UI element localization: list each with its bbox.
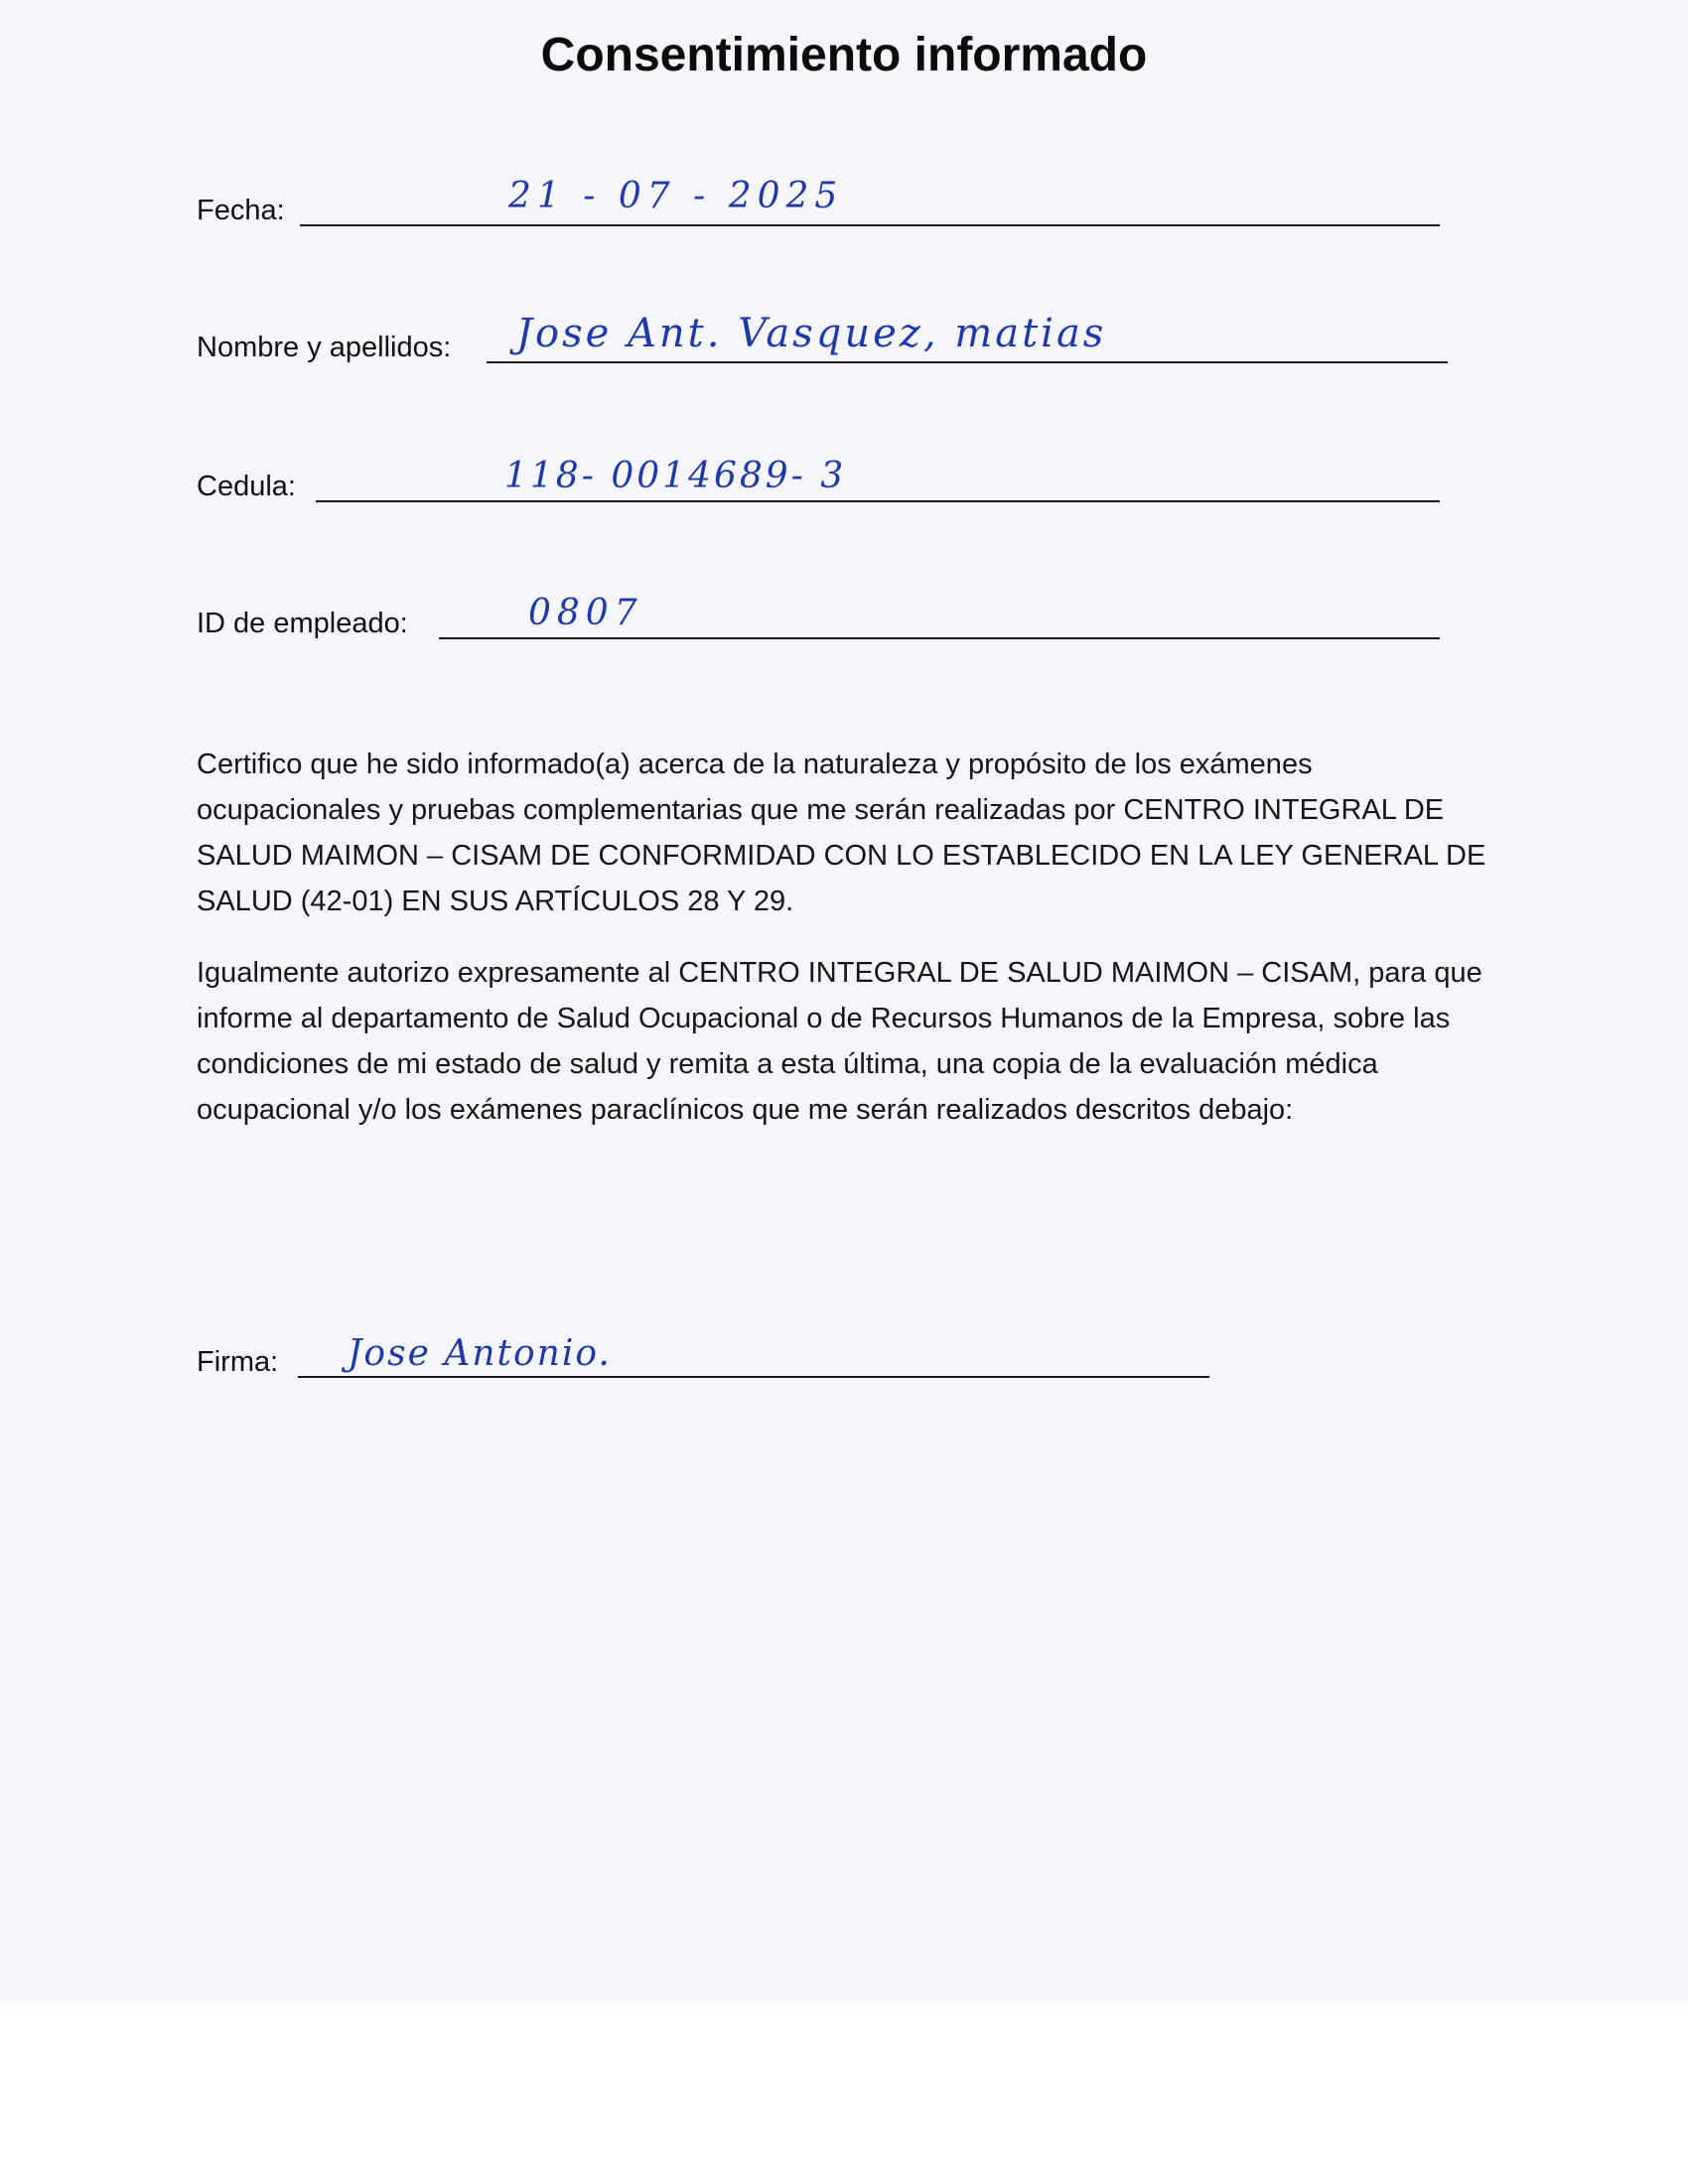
firma-label: Firma: — [197, 1346, 279, 1378]
id-empleado-label: ID de empleado: — [197, 608, 408, 639]
signature: Jose Antonio. — [348, 1333, 612, 1374]
fecha-label: Fecha: — [197, 195, 285, 226]
fecha-line — [300, 224, 1440, 226]
authorization-paragraph — [197, 950, 1497, 1133]
consent-paragraph-1: Certifico que he sido informado(a) acerca de la naturaleza y propósito de los exámenes ocupacionales y pruebas complementarias que me serán realizadas por CENTRO INTEGRAL DE SALUD MAIMON – CISAM DE CONFORMIDAD CON LO ESTABLECIDO EN LA LEY GENERAL DE SALUD (42-01) EN SUS ARTÍCULOS 28 Y 29. — [197, 749, 1486, 917]
nombre-value: Jose Ant. Vasquez, matias — [516, 311, 1107, 356]
cedula-value: 118- 0014689- 3 — [504, 456, 847, 496]
firma-line — [298, 1376, 1209, 1378]
fecha-value: 21 - 07 - 2025 — [508, 176, 844, 216]
id-empleado-line — [439, 637, 1440, 639]
cedula-line — [316, 500, 1440, 502]
consent-paragraph — [197, 742, 1497, 924]
cedula-label: Cedula: — [197, 471, 296, 502]
nombre-line — [487, 361, 1448, 363]
nombre-label: Nombre y apellidos: — [197, 332, 452, 363]
consent-paragraph-2: Igualmente autorizo expresamente al CENTRO INTEGRAL DE SALUD MAIMON – CISAM, para que informe al departamento de Salud Ocupacional o de Recursos Humanos de la Empresa, sobre las condiciones de mi estado de salud y remita a esta última, una copia de la evaluación médica ocupacional y/o los exámenes paraclínicos que me serán realizados descritos debajo: — [197, 957, 1482, 1126]
id-empleado-value: 0807 — [528, 593, 643, 633]
page-title: Consentimiento informado — [540, 29, 1148, 81]
